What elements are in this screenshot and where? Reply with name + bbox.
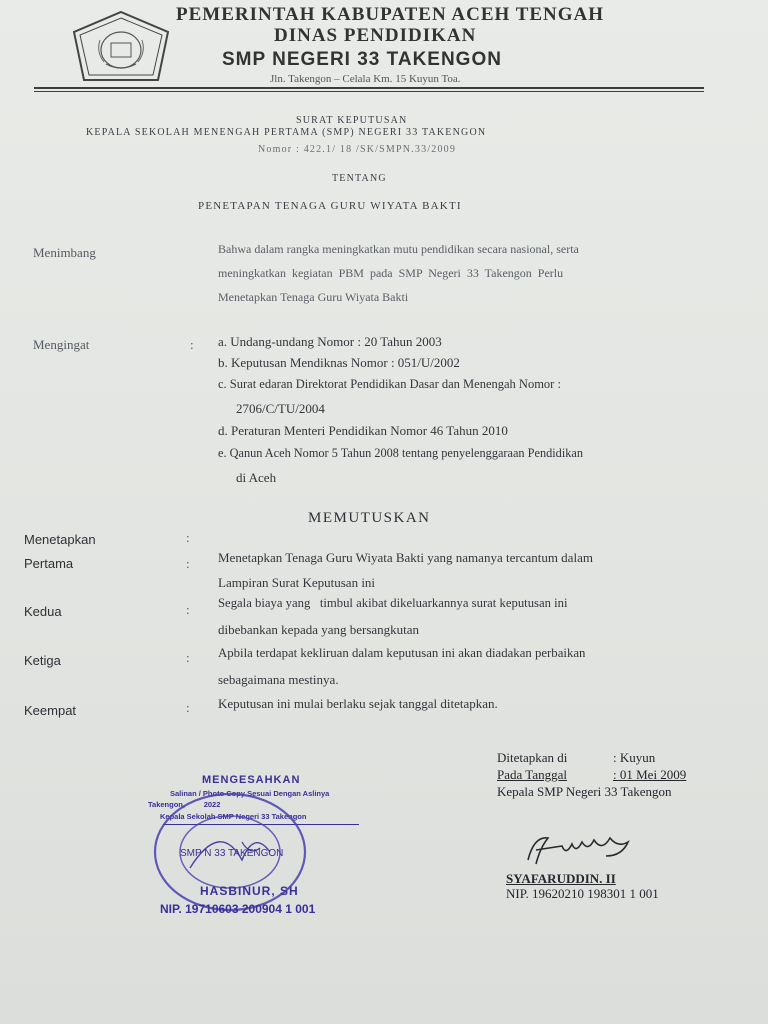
ketiga-label: Ketiga bbox=[24, 653, 61, 668]
ketiga-colon: : bbox=[186, 650, 190, 665]
decree-title: SURAT KEPUTUSAN bbox=[296, 115, 408, 126]
regency-emblem-logo bbox=[70, 10, 172, 84]
letterhead-school: SMP NEGERI 33 TAKENGON bbox=[222, 49, 502, 70]
pertama-line: Menetapkan Tenaga Guru Wiyata Bakti yang namanya tercantum dalam bbox=[218, 550, 593, 565]
letterhead-divider-thin bbox=[34, 91, 704, 92]
mengingat-item: a. Undang-undang Nomor : 20 Tahun 2003 bbox=[218, 334, 442, 349]
letterhead-divider bbox=[34, 87, 704, 89]
menimbang-line: meningkatkan kegiatan PBM pada SMP Negeri 33 Takengon Perlu bbox=[218, 266, 564, 280]
mengingat-item: 2706/C/TU/2004 bbox=[236, 401, 325, 416]
keempat-label: Keempat bbox=[24, 703, 77, 718]
kedua-line: dibebankan kepada yang bersangkutan bbox=[218, 622, 420, 637]
kedua-label: Kedua bbox=[24, 604, 62, 619]
menetapkan-label: Menetapkan bbox=[24, 532, 96, 547]
mengingat-item: d. Peraturan Menteri Pendidikan Nomor 46 Tahun 2010 bbox=[218, 423, 508, 438]
kedua-colon: : bbox=[186, 602, 190, 617]
letterhead-government: PEMERINTAH KABUPATEN ACEH TENGAH bbox=[176, 4, 605, 25]
ketiga-line: Apbila terdapat kekliruan dalam keputusan ini akan diadakan perbaikan bbox=[218, 646, 586, 660]
kedua-line: Segala biaya yang timbul akibat dikeluarkannya surat keputusan ini bbox=[218, 596, 568, 610]
stamp-line: Salinan / Photo Copy Sesuai Dengan Aslinya bbox=[170, 789, 330, 798]
mengingat-colon: : bbox=[190, 337, 194, 352]
handwritten-signature bbox=[522, 826, 638, 870]
mengingat-label: Mengingat bbox=[33, 337, 90, 352]
decree-number: Nomor : 422.1/ 18 /SK/SMPN.33/2009 bbox=[258, 144, 457, 155]
menimbang-line: Menetapkan Tenaga Guru Wiyata Bakti bbox=[218, 290, 409, 304]
decree-issuer: KEPALA SEKOLAH MENENGAH PERTAMA (SMP) NEGERI 33 TAKENGON bbox=[86, 127, 487, 138]
stamp-nip: NIP. 19710603 200904 1 001 bbox=[160, 902, 316, 916]
ditetapkan-label: Ditetapkan di bbox=[497, 750, 568, 765]
signer-position: Kepala SMP Negeri 33 Takengon bbox=[497, 784, 672, 799]
tanggal-label: Pada Tanggal bbox=[497, 767, 567, 782]
tanggal-value: : 01 Mei 2009 bbox=[613, 767, 687, 782]
stamp-title: MENGESAHKAN bbox=[202, 774, 301, 786]
pertama-colon: : bbox=[186, 556, 190, 571]
ditetapkan-value: : Kuyun bbox=[613, 750, 656, 765]
mengingat-item: b. Keputusan Mendiknas Nomor : 051/U/2002 bbox=[218, 355, 460, 370]
menimbang-line: Bahwa dalam rangka meningkatkan mutu pendidikan secara nasional, serta bbox=[218, 242, 579, 256]
letterhead-address: Jln. Takengon – Celala Km. 15 Kuyun Toa. bbox=[270, 73, 461, 85]
stamp-line: Takengon, 2022 bbox=[148, 800, 221, 809]
ketiga-line: sebagaimana mestinya. bbox=[218, 672, 339, 687]
letterhead-department: DINAS PENDIDIKAN bbox=[274, 25, 477, 46]
menetapkan-colon: : bbox=[186, 530, 190, 545]
decree-subject: PENETAPAN TENAGA GURU WIYATA BAKTI bbox=[198, 200, 462, 212]
mengingat-item: e. Qanun Aceh Nomor 5 Tahun 2008 tentang penyelenggaraan Pendidikan bbox=[218, 446, 583, 460]
signer-name: SYAFARUDDIN. II bbox=[506, 871, 616, 886]
keempat-colon: : bbox=[186, 700, 190, 715]
stamp-line: Kepala Sekolah SMP Negeri 33 Takengon bbox=[160, 812, 307, 821]
pertama-label: Pertama bbox=[24, 556, 74, 571]
stamp-name: HASBINUR, SH bbox=[200, 884, 299, 898]
keempat-line: Keputusan ini mulai berlaku sejak tanggal ditetapkan. bbox=[218, 696, 498, 711]
mengingat-item: c. Surat edaran Direktorat Pendidikan Dasar dan Menengah Nomor : bbox=[218, 377, 561, 391]
signer-nip: NIP. 19620210 198301 1 001 bbox=[506, 886, 659, 901]
menimbang-label: Menimbang bbox=[33, 245, 96, 260]
pertama-line: Lampiran Surat Keputusan ini bbox=[218, 575, 376, 590]
memutuskan-heading: MEMUTUSKAN bbox=[308, 510, 431, 526]
decree-tentang: TENTANG bbox=[332, 173, 387, 184]
mengingat-item: di Aceh bbox=[236, 470, 277, 485]
seal-text: SMP N 33 TAKENGON bbox=[180, 848, 284, 859]
